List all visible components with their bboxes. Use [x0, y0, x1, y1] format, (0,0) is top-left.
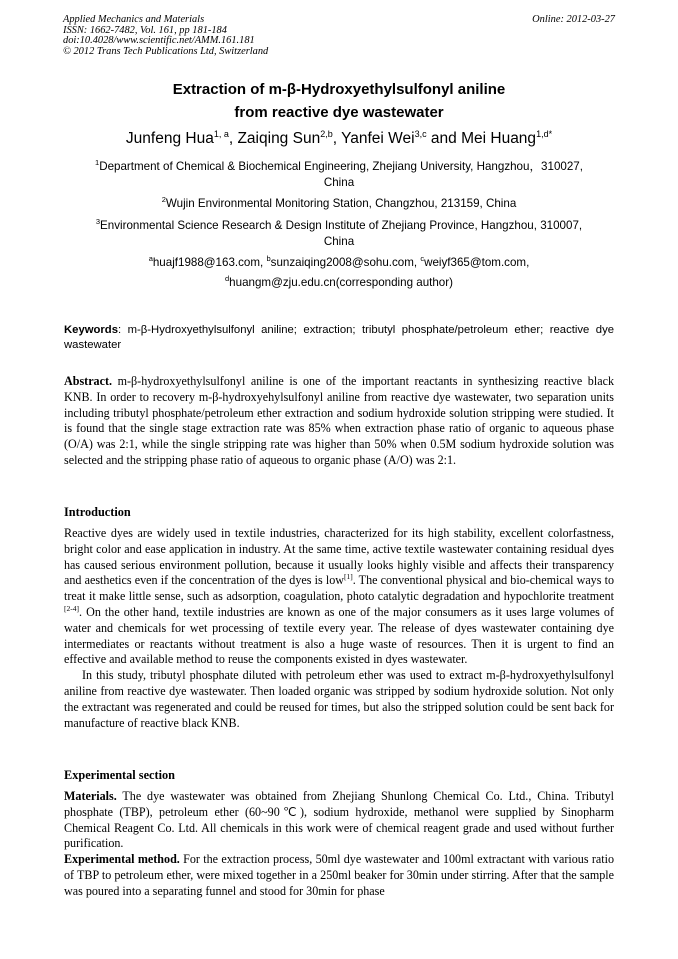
- email-sup: a: [148, 254, 153, 263]
- author-name: Yanfei Wei: [341, 130, 415, 147]
- abstract-text: m-β-hydroxyethylsulfonyl aniline is one of the important reactants in synthesizing reactive black KNB. In order to recovery m-β-hydroxyehylsulfonyl aniline from reactive dye wastewater, two separation units including tributyl phosphate/petroleum ether extraction and sodium hydroxide solution stripping were studied. It is found that the single stage extraction rate was 85% when extraction phase ratio of organic to aqueous phase (O/A) was 2:1, while the single stripping rate was higher than 50% when 0.5M sodium hydroxide solution was selected and the stripping phase ratio of aqueous to organic phase (A/O) was 2:1.: [64, 374, 614, 467]
- email-sup: d: [225, 274, 230, 283]
- method-paragraph: [64, 852, 614, 899]
- affiliation-sup: 3: [95, 217, 101, 226]
- paragraph-text: . On the other hand, textile industries are known as one of the major consumers as it uses large volumes of water and chemicals for wet processing of textile every year. The release of dyes wastewater containing dye intermediates or reactants without treatment is also a huge waste of resources. Then it is urgent to find an effective and available method to reuse the components existed in dyes wastewater.: [64, 604, 614, 667]
- paragraph-text: Reactive dyes are widely used in textile industries, characterized for its high stability, excellent colorfastness, bright color and ease application in industry. At the same time, active textile wastewater containing residual dyes has caused serious environment pollution, because it usually looks highly visible and affects their transparency and aesthetics even if the concentration of the dyes is low: [64, 526, 614, 588]
- keywords-label: Keywords: [64, 324, 118, 336]
- paragraph-text: . The conventional physical and bio-chemical ways to treat it make little sense, such as adsorption, coagulation, photo catalytic degradation and hypochlorite treatment: [64, 573, 614, 604]
- affiliation-text: Environmental Science Research & Design Institute of Zhejiang Province, Hangzhou, 310007,: [100, 219, 583, 232]
- doi-line: doi:10.4028/www.scientific.net/AMM.161.181: [63, 35, 255, 47]
- citation: [1]: [343, 572, 353, 582]
- introduction-heading: Introduction: [64, 505, 131, 519]
- affiliation-text: Department of Chemical & Biochemical Engineering, Zhejiang University, Hangzhou，310027,: [99, 160, 583, 173]
- author-sup: 2,b: [320, 129, 333, 139]
- title-line-1: Extraction of m-β-Hydroxyethylsulfonyl aniline: [172, 81, 506, 98]
- title-line-2: from reactive dye wastewater: [234, 104, 444, 121]
- email-address: huangm@zju.edu.cn(corresponding author): [229, 276, 453, 289]
- author-sup: 3,c: [414, 129, 427, 139]
- introduction-paragraph-2: In this study, tributyl phosphate diluted with petroleum ether was used to extract m-β-hydroxyethylsulfonyl aniline from reactive dye wastewater. Then loaded organic was stripped by sodium hydroxide solution. Not only the extractant was regenerated and could be reused for times, but also the stripped solution could be sent back for manufacture of reactive black KNB.: [64, 668, 614, 730]
- journal-name: Applied Mechanics and Materials: [63, 14, 205, 25]
- introduction-body: [64, 526, 614, 731]
- author-sep: ,: [228, 130, 238, 147]
- author-name: Junfeng Hua: [125, 130, 214, 147]
- online-date: Online: 2012-03-27: [532, 14, 615, 25]
- issn-line: ISSN: 1662-7482, Vol. 161, pp 181-184: [63, 24, 227, 36]
- affiliation-sup: 2: [161, 195, 166, 204]
- keywords-text: : m-β-Hydroxyethylsulfonyl aniline; extraction; tributyl phosphate/petroleum ether; reactive dye wastewater: [64, 324, 614, 351]
- email-address: weiyf365@tom.com,: [424, 256, 530, 269]
- email-block: [68, 251, 610, 291]
- citation: [2-4]: [64, 603, 79, 613]
- affiliation-sup: 1: [95, 158, 100, 167]
- introduction-paragraph-1: [64, 526, 614, 668]
- affiliation-2: [68, 192, 610, 212]
- method-label: Experimental method.: [64, 852, 180, 867]
- abstract: [64, 374, 614, 469]
- experimental-heading: Experimental section: [64, 768, 175, 782]
- author-sup: 1, a: [213, 129, 229, 139]
- email-sup: c: [420, 254, 425, 263]
- affiliation-text: China: [323, 176, 355, 189]
- author-sep: ,: [332, 130, 342, 147]
- email-address: huajf1988@163.com,: [152, 256, 267, 269]
- affiliation-text: Wujin Environmental Monitoring Station, Changzhou, 213159, China: [165, 197, 517, 210]
- author-name: Zaiqing Sun: [237, 130, 321, 147]
- author-sup: 1,d*: [536, 129, 553, 139]
- email-address: sunzaiqing2008@sohu.com,: [270, 256, 421, 269]
- paragraph-text: The dye wastewater was obtained from Zhejiang Shunlong Chemical Co. Ltd., China. Tributyl phosphate (TBP), petroleum ether (60~90℃), sodium hydroxide, methanol were supplied by Sinopharm Chemical Reagent Co. Ltd. All chemicals in this work were of chemical reagent grade and used without further purification.: [64, 789, 614, 851]
- author-list: [30, 129, 648, 148]
- materials-label: Materials.: [64, 789, 117, 803]
- paragraph-text: For the extraction process, 50ml dye wastewater and 100ml extractant with various ratio of TBP to petroleum ether, were mixed together in a 250ml beaker for 30min under stirring. After that the sample was poured into a separating funnel and stood for 30min for phase: [64, 852, 615, 898]
- keywords: [64, 323, 614, 353]
- email-sup: b: [266, 254, 271, 263]
- experimental-body: [64, 789, 614, 900]
- affiliation-3: [68, 214, 610, 250]
- copyright-line: © 2012 Trans Tech Publications Ltd, Switzerland: [63, 45, 269, 57]
- affiliation-1: [68, 155, 610, 191]
- affiliation-text: China: [323, 235, 355, 248]
- materials-paragraph: [64, 789, 614, 852]
- journal-header: [63, 15, 615, 57]
- author-sep: and: [426, 130, 462, 147]
- author-name: Mei Huang: [461, 130, 537, 147]
- abstract-label: Abstract.: [64, 374, 113, 388]
